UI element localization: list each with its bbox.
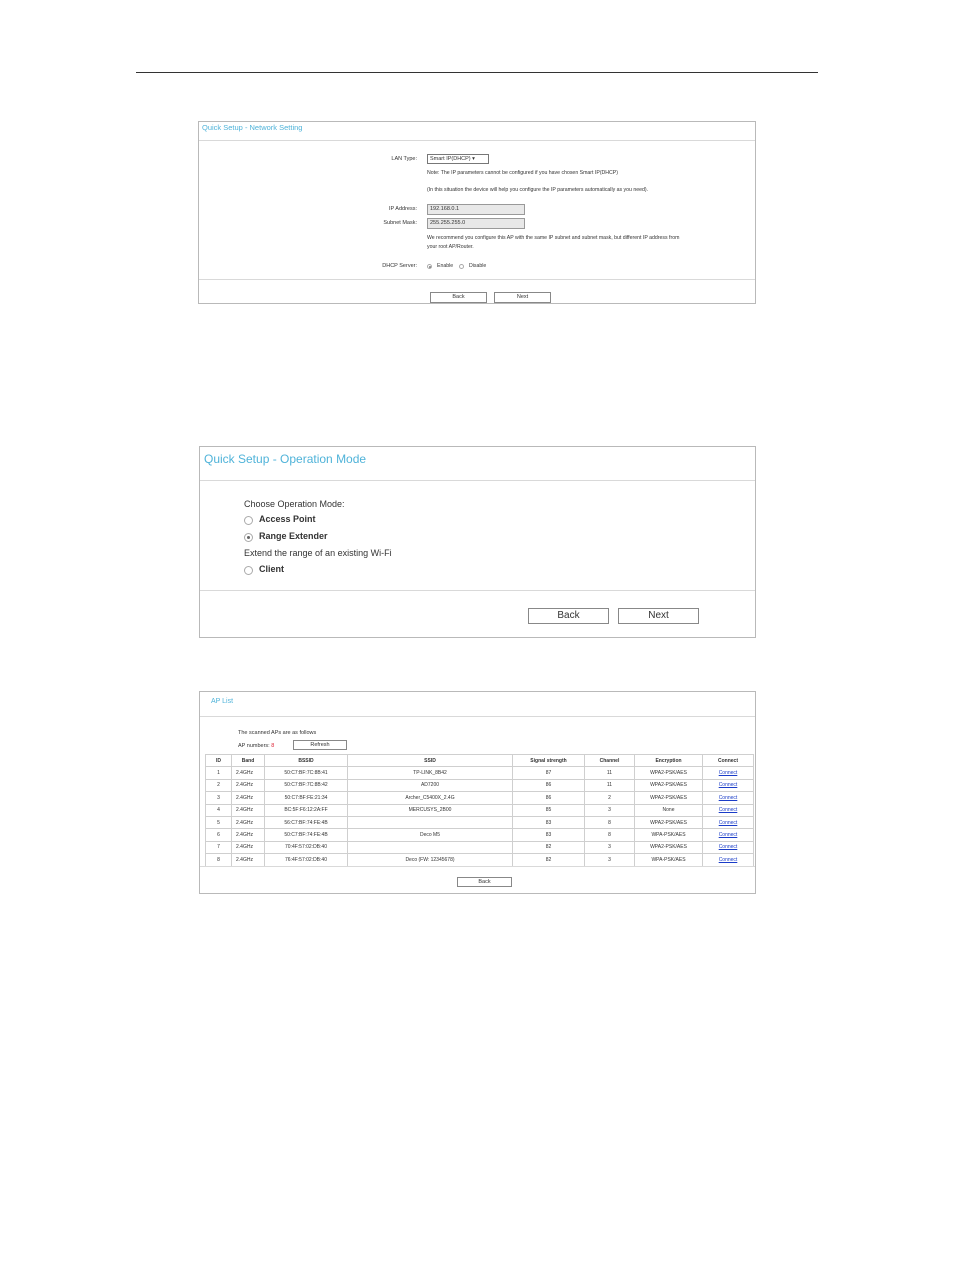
- cell-channel: 3: [585, 854, 635, 866]
- cell-connect: [703, 792, 754, 804]
- connect-link[interactable]: Connect: [718, 844, 738, 851]
- back-button[interactable]: Back: [457, 877, 512, 887]
- ip-address-field[interactable]: 192.168.0.1: [427, 204, 525, 215]
- range-extender-description: Extend the range of an existing Wi-Fi: [244, 548, 392, 558]
- ap-numbers: [238, 743, 274, 749]
- cell-connect: [703, 816, 754, 828]
- cell-ssid: TP-LINK_8B42: [348, 767, 513, 779]
- connect-link[interactable]: Connect: [718, 819, 738, 826]
- footer-divider: [199, 279, 755, 280]
- cell-bssid: 50:C7:BF:74:FE:4B: [265, 829, 348, 841]
- cell-connect: [703, 779, 754, 791]
- operation-mode-panel: [199, 446, 756, 638]
- recommend-line1: We recommend you configure this AP with the same IP subnet and subnet mask, but different IP address from: [427, 235, 680, 241]
- ip-address-label: IP Address:: [388, 206, 417, 212]
- cell-channel: 3: [585, 841, 635, 853]
- column-header-band: Band: [232, 755, 265, 767]
- cell-signal: 87: [513, 767, 585, 779]
- dhcp-enable-label: Enable: [437, 263, 454, 269]
- table-row: [206, 792, 754, 804]
- cell-signal: 83: [513, 829, 585, 841]
- connect-link[interactable]: Connect: [718, 770, 738, 777]
- cell-connect: [703, 767, 754, 779]
- cell-bssid: 56:C7:BF:74:FE:4B: [265, 816, 348, 828]
- cell-band: 2.4GHz: [232, 804, 265, 816]
- recommend-line2: your root AP/Router.: [427, 244, 474, 250]
- cell-id: 1: [206, 767, 232, 779]
- cell-band: 2.4GHz: [232, 767, 265, 779]
- cell-bssid: 50:C7:BF:FE:21:34: [265, 792, 348, 804]
- next-button[interactable]: Next: [618, 608, 699, 624]
- table-row: [206, 779, 754, 791]
- cell-channel: 11: [585, 779, 635, 791]
- cell-band: 2.4GHz: [232, 854, 265, 866]
- connect-link[interactable]: Connect: [718, 856, 738, 863]
- dhcp-note-line2: (In this situation the device will help you configure the IP parameters automatically as you need).: [427, 187, 649, 193]
- cell-connect: [703, 854, 754, 866]
- table-row: [206, 804, 754, 816]
- table-row: [206, 854, 754, 866]
- cell-id: 2: [206, 779, 232, 791]
- operation-mode-title: Quick Setup - Operation Mode: [204, 452, 367, 466]
- cell-signal: 85: [513, 804, 585, 816]
- cell-encryption: WPA-PSK/AES: [635, 829, 703, 841]
- cell-signal: 82: [513, 854, 585, 866]
- column-header-ssid: SSID: [348, 755, 513, 767]
- network-setting-panel: [198, 121, 756, 304]
- network-setting-title: Quick Setup - Network Setting: [202, 123, 303, 132]
- cell-encryption: WPA-PSK/AES: [635, 854, 703, 866]
- title-divider: [200, 480, 755, 481]
- cell-band: 2.4GHz: [232, 779, 265, 791]
- cell-channel: 8: [585, 829, 635, 841]
- footer-divider: [200, 590, 755, 591]
- title-divider: [199, 140, 755, 141]
- cell-connect: [703, 829, 754, 841]
- next-button[interactable]: Next: [494, 292, 551, 303]
- access-point-label: Access Point: [259, 514, 316, 524]
- cell-ssid: [348, 816, 513, 828]
- column-header-signal: Signal strength: [513, 755, 585, 767]
- column-header-encryption: Encryption: [635, 755, 703, 767]
- cell-bssid: BC:5F:F6:12:2A:FF: [265, 804, 348, 816]
- lan-type-label: LAN Type:: [391, 156, 417, 162]
- choose-mode-label: Choose Operation Mode:: [244, 499, 345, 509]
- dhcp-server-label: DHCP Server:: [382, 263, 417, 269]
- back-button[interactable]: Back: [528, 608, 609, 624]
- cell-id: 6: [206, 829, 232, 841]
- connect-link[interactable]: Connect: [718, 794, 738, 801]
- connect-link[interactable]: Connect: [718, 782, 738, 789]
- ap-list-title: AP List: [211, 698, 234, 705]
- connect-link[interactable]: Connect: [718, 807, 738, 814]
- dhcp-disable-radio[interactable]: [459, 264, 464, 269]
- cell-id: 7: [206, 841, 232, 853]
- cell-encryption: WPA2-PSK/AES: [635, 816, 703, 828]
- table-row: [206, 829, 754, 841]
- dhcp-note-line1: Note: The IP parameters cannot be configured if you have chosen Smart IP(DHCP): [427, 170, 618, 176]
- cell-bssid: 76:4F:57:02:DB:40: [265, 854, 348, 866]
- dhcp-enable-radio[interactable]: [427, 264, 432, 269]
- table-row: [206, 816, 754, 828]
- back-button[interactable]: Back: [430, 292, 487, 303]
- cell-channel: 11: [585, 767, 635, 779]
- cell-channel: 2: [585, 792, 635, 804]
- cell-band: 2.4GHz: [232, 792, 265, 804]
- table-header-row: [206, 755, 754, 767]
- cell-encryption: WPA2-PSK/AES: [635, 767, 703, 779]
- title-divider: [200, 716, 755, 717]
- column-header-id: ID: [206, 755, 232, 767]
- page-top-rule: [136, 72, 818, 73]
- cell-signal: 83: [513, 816, 585, 828]
- range-extender-label: Range Extender: [259, 531, 328, 541]
- cell-band: 2.4GHz: [232, 841, 265, 853]
- cell-bssid: 50:C7:BF:7C:8B:42: [265, 779, 348, 791]
- cell-band: 2.4GHz: [232, 829, 265, 841]
- refresh-button[interactable]: Refresh: [293, 740, 347, 750]
- connect-link[interactable]: Connect: [718, 832, 738, 839]
- lan-type-select[interactable]: Smart IP(DHCP) ▾: [427, 154, 489, 164]
- cell-id: 8: [206, 854, 232, 866]
- table-row: [206, 841, 754, 853]
- cell-channel: 8: [585, 816, 635, 828]
- subnet-mask-label: Subnet Mask:: [383, 220, 417, 226]
- cell-ssid: [348, 841, 513, 853]
- range-extender-radio[interactable]: [244, 533, 253, 542]
- cell-channel: 3: [585, 804, 635, 816]
- cell-ssid: Deco (FW: 12345678): [348, 854, 513, 866]
- table-row: [206, 767, 754, 779]
- cell-ssid: Archer_C5400X_2.4G: [348, 792, 513, 804]
- column-header-bssid: BSSID: [265, 755, 348, 767]
- ap-table: [205, 754, 754, 867]
- cell-signal: 82: [513, 841, 585, 853]
- cell-signal: 86: [513, 779, 585, 791]
- cell-encryption: WPA2-PSK/AES: [635, 779, 703, 791]
- ap-numbers-value: 8: [271, 743, 275, 749]
- cell-bssid: 50:C7:BF:7C:8B:41: [265, 767, 348, 779]
- cell-id: 3: [206, 792, 232, 804]
- column-header-channel: Channel: [585, 755, 635, 767]
- cell-bssid: 70:4F:57:02:DB:40: [265, 841, 348, 853]
- footer-divider: [200, 866, 755, 867]
- client-radio[interactable]: [244, 566, 253, 575]
- dhcp-disable-label: Disable: [469, 263, 487, 269]
- cell-id: 5: [206, 816, 232, 828]
- column-header-connect: Connect: [703, 755, 754, 767]
- cell-band: 2.4GHz: [232, 816, 265, 828]
- client-label: Client: [259, 564, 285, 574]
- cell-encryption: None: [635, 804, 703, 816]
- access-point-radio[interactable]: [244, 516, 253, 525]
- cell-connect: [703, 804, 754, 816]
- cell-id: 4: [206, 804, 232, 816]
- cell-encryption: WPA2-PSK/AES: [635, 841, 703, 853]
- subnet-mask-field[interactable]: 255.255.255.0: [427, 218, 525, 229]
- cell-ssid: MERCUSYS_2B00: [348, 804, 513, 816]
- cell-ssid: AD7200: [348, 779, 513, 791]
- cell-ssid: Deco M5: [348, 829, 513, 841]
- cell-encryption: WPA2-PSK/AES: [635, 792, 703, 804]
- ap-list-panel: [199, 691, 756, 894]
- ap-numbers-label: AP numbers:: [238, 743, 270, 749]
- scanned-aps-text: The scanned APs are as follows: [238, 730, 317, 736]
- cell-connect: [703, 841, 754, 853]
- cell-signal: 86: [513, 792, 585, 804]
